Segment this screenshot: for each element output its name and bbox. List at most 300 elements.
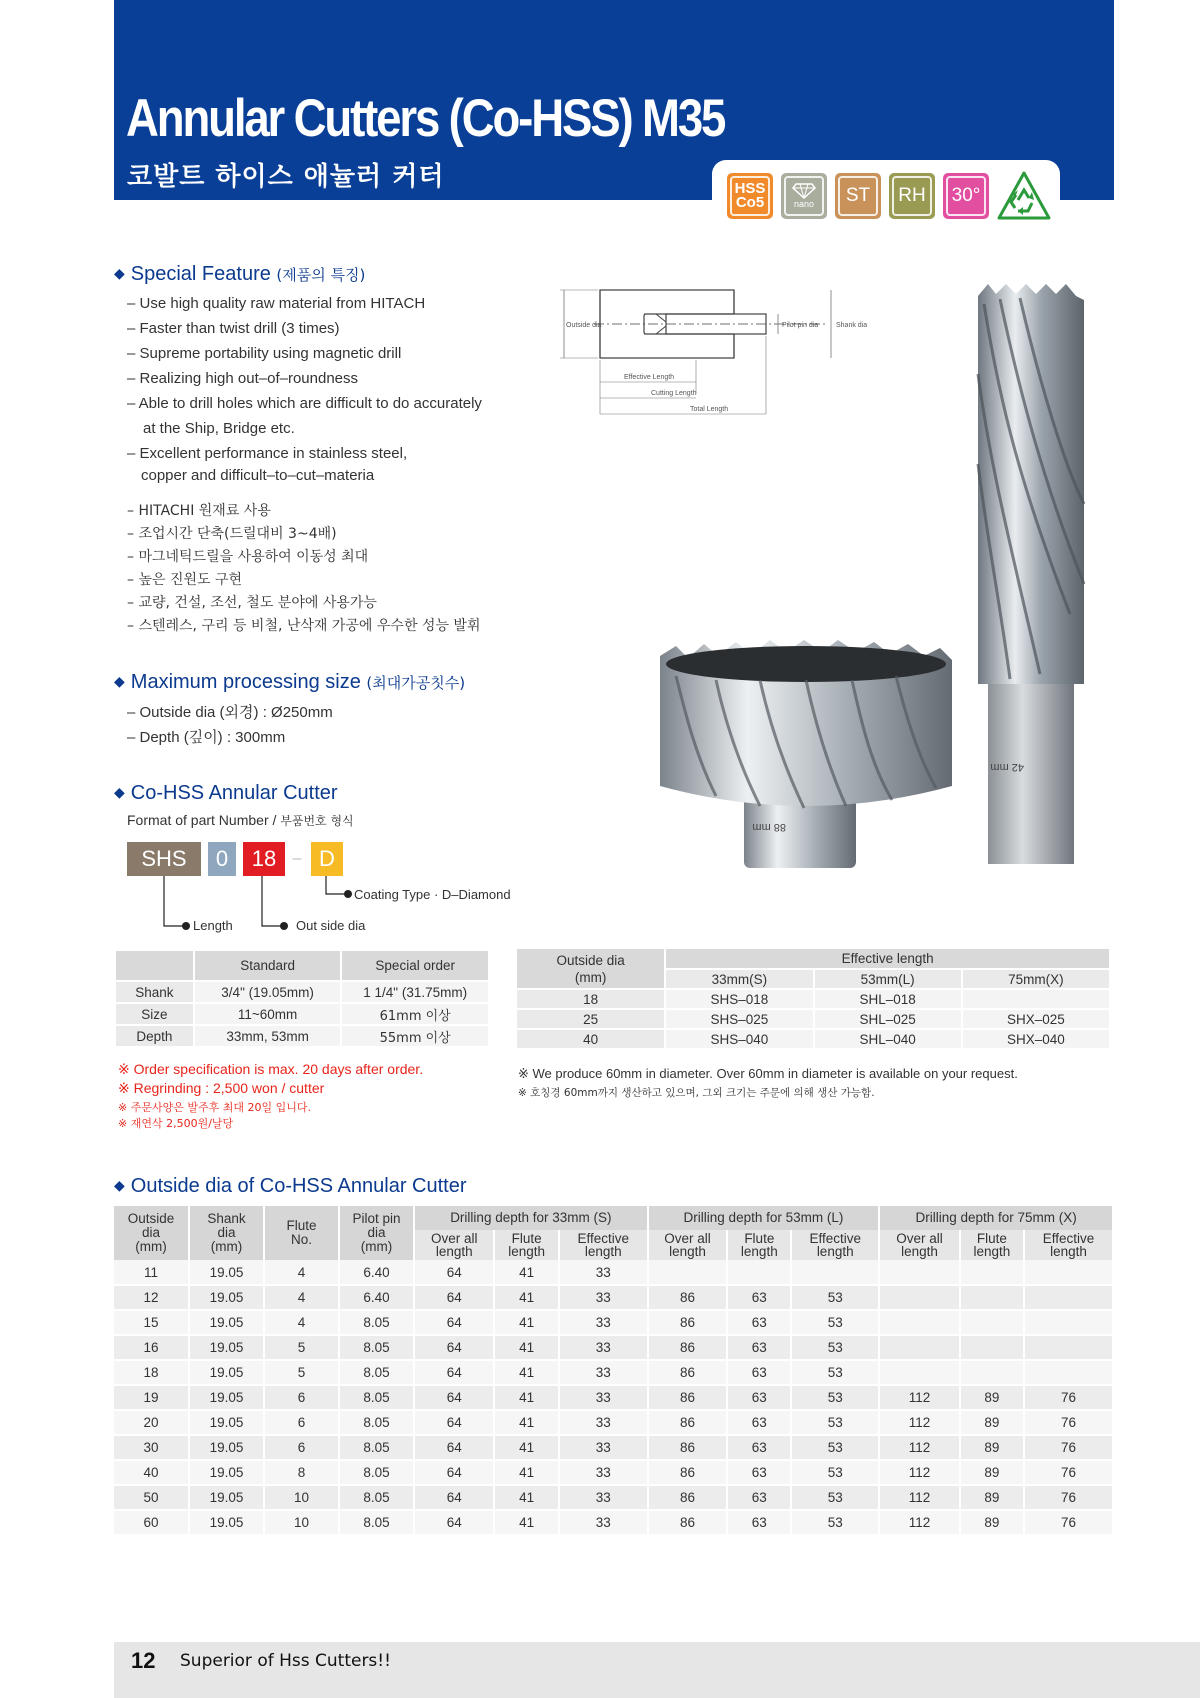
table-cell: 8.05 — [339, 1310, 414, 1335]
table-cell: 40 — [517, 1029, 665, 1049]
header-line: (mm) — [574, 969, 607, 985]
list-item: – 교량, 건설, 조선, 철도 분야에 사용가능 — [127, 595, 377, 611]
header-line: Flute — [976, 1231, 1007, 1246]
header-line: length — [973, 1244, 1011, 1259]
table-cell: 8.05 — [339, 1410, 414, 1435]
list-item: – 조업시간 단축(드릴대비 3~4배) — [127, 526, 337, 542]
table-header — [517, 949, 665, 989]
regrinding-note-kr: ※ 재연삭 2,500원/날당 — [118, 1117, 234, 1130]
table-row — [114, 1410, 1113, 1435]
list-item: – Faster than twist drill (3 times) — [127, 320, 340, 337]
table-cell: 33 — [559, 1410, 648, 1435]
table-cell: 5 — [264, 1360, 339, 1385]
table-header — [189, 1206, 264, 1260]
badge-text: ST — [845, 185, 871, 206]
table-cell: 60 — [114, 1510, 189, 1535]
st-badge — [835, 173, 881, 219]
table-cell: 33 — [559, 1360, 648, 1385]
table-header: Drilling depth for 53mm (L) — [648, 1206, 880, 1230]
table-cell: 76 — [1024, 1435, 1113, 1460]
shank-size-table — [116, 951, 490, 1048]
header-line: dia — [217, 1225, 236, 1240]
table-cell: 89 — [960, 1410, 1024, 1435]
table-cell: 86 — [648, 1435, 728, 1460]
table-cell: 55mm 이상 — [341, 1025, 489, 1047]
table-cell: 10 — [264, 1510, 339, 1535]
table-cell — [960, 1360, 1024, 1385]
table-row — [114, 1510, 1113, 1535]
section-title: Maximum processing size — [130, 671, 361, 693]
header-line: Outside — [127, 1211, 175, 1226]
list-item: – 마그네틱드릴을 사용하여 이동성 최대 — [127, 549, 369, 565]
table-cell — [879, 1310, 959, 1335]
list-item: – Able to drill holes which are difficult to do accurately — [127, 395, 482, 412]
table-row — [114, 1360, 1113, 1385]
table-cell: 53 — [791, 1310, 879, 1335]
table-cell: 64 — [414, 1510, 494, 1535]
table-cell — [727, 1260, 791, 1285]
length-label: Length — [193, 918, 233, 933]
table-cell: 41 — [494, 1510, 558, 1535]
table-cell: 86 — [648, 1285, 728, 1310]
table-cell: 15 — [114, 1310, 189, 1335]
table-header: Standard — [194, 951, 342, 981]
table-cell: 30 — [114, 1435, 189, 1460]
table-cell: 64 — [414, 1260, 494, 1285]
header-line: Over all — [896, 1231, 943, 1246]
page-number: 12 — [131, 1648, 156, 1673]
helix-30-badge — [943, 173, 989, 219]
header-line: Over all — [664, 1231, 711, 1246]
table-cell — [1024, 1360, 1113, 1385]
table-cell: 53 — [791, 1485, 879, 1510]
table-cell: Shank — [116, 981, 194, 1003]
table-cell: 16 — [114, 1335, 189, 1360]
table-cell: 10 — [264, 1485, 339, 1510]
table-row — [517, 1029, 1110, 1049]
header-line: Flute — [286, 1218, 317, 1233]
table-cell — [879, 1360, 959, 1385]
table-cell — [648, 1260, 728, 1285]
table-cell — [1024, 1335, 1113, 1360]
table-cell: 6.40 — [339, 1285, 414, 1310]
hss-co5-badge — [727, 173, 773, 219]
order-note: ※ Order specification is max. 20 days after order. — [118, 1061, 424, 1077]
header-line: length — [669, 1244, 706, 1259]
table-cell: 33 — [559, 1510, 648, 1535]
list-item: – HITACHI 원재료 사용 — [127, 503, 271, 519]
header-line: Outside dia — [556, 952, 625, 968]
list-item: – Outside dia (외경) : Ø250mm — [127, 704, 333, 721]
header-line: Shank — [207, 1211, 246, 1226]
table-cell: 112 — [879, 1510, 959, 1535]
table-cell: 25 — [517, 1009, 665, 1029]
table-cell: 53 — [791, 1385, 879, 1410]
table-cell: 6.40 — [339, 1260, 414, 1285]
effective-length-label: Effective Length — [624, 374, 675, 381]
feature-list-en — [127, 291, 482, 488]
outside-dia-label: Outside dia — [566, 322, 602, 329]
table-cell: 63 — [727, 1285, 791, 1310]
bullet-diamond-icon: ◆ — [114, 265, 125, 281]
table-row — [114, 1460, 1113, 1485]
table-cell: 53 — [791, 1335, 879, 1360]
bullet-diamond-icon: ◆ — [114, 784, 125, 800]
list-item: – 스텐레스, 구리 등 비철, 난삭재 가공에 우수한 성능 발휘 — [127, 618, 481, 634]
table-row — [114, 1310, 1113, 1335]
table-subheader — [879, 1230, 959, 1260]
header-line: No. — [290, 1232, 312, 1247]
header-line: Flute — [744, 1231, 775, 1246]
list-item: – Supreme portability using magnetic drill — [127, 345, 402, 362]
format-label-kr: 부품번호 형식 — [280, 814, 354, 828]
table-cell: 8.05 — [339, 1485, 414, 1510]
table-cell: 86 — [648, 1335, 728, 1360]
table-cell: 76 — [1024, 1460, 1113, 1485]
table-cell: 64 — [414, 1285, 494, 1310]
long-cutter-photo — [960, 284, 1110, 864]
table-cell: 41 — [494, 1385, 558, 1410]
header-line: Effective — [577, 1231, 630, 1246]
cutter-dimension-diagram — [556, 284, 956, 456]
list-item: – 높은 진원도 구현 — [127, 572, 243, 588]
code-dia: 18 — [243, 842, 285, 876]
table-row — [114, 1485, 1113, 1510]
table-cell: 76 — [1024, 1410, 1113, 1435]
table-cell: 19.05 — [189, 1260, 264, 1285]
table-row — [517, 1009, 1110, 1029]
table-cell: 64 — [414, 1310, 494, 1335]
table-cell: 33 — [559, 1460, 648, 1485]
header-line: (mm) — [210, 1239, 243, 1254]
table-cell: 33 — [559, 1485, 648, 1510]
table-cell — [879, 1285, 959, 1310]
table-cell: 1 1/4" (31.75mm) — [341, 981, 489, 1003]
table-cell: 53 — [791, 1435, 879, 1460]
table-subheader — [791, 1230, 879, 1260]
table-cell: 12 — [114, 1285, 189, 1310]
table-header — [339, 1206, 414, 1260]
table-cell: 40 — [114, 1460, 189, 1485]
table-header — [114, 1206, 189, 1260]
table-cell: 41 — [494, 1435, 558, 1460]
table-cell: 4 — [264, 1310, 339, 1335]
table-cell: 64 — [414, 1360, 494, 1385]
table-cell: 20 — [114, 1410, 189, 1435]
nano-diamond-badge — [781, 173, 827, 219]
table-cell: 8.05 — [339, 1510, 414, 1535]
footer-slogan: Superior of Hss Cutters!! — [180, 1651, 391, 1671]
table-row — [517, 989, 1110, 1009]
table-header: 33mm(S) — [665, 969, 813, 989]
regrinding-note: ※ Regrinding : 2,500 won / cutter — [118, 1080, 325, 1096]
table-cell: 5 — [264, 1335, 339, 1360]
table-cell: 89 — [960, 1385, 1024, 1410]
table-cell: Size — [116, 1003, 194, 1025]
table-cell: 64 — [414, 1435, 494, 1460]
table-cell: 18 — [517, 989, 665, 1009]
header-line: Effective — [1042, 1231, 1095, 1246]
table-cell: 41 — [494, 1485, 558, 1510]
section-title: Outside dia of Co-HSS Annular Cutter — [130, 1175, 467, 1197]
table-cell: 8.05 — [339, 1335, 414, 1360]
table-cell: 19.05 — [189, 1510, 264, 1535]
table-subheader — [559, 1230, 648, 1260]
table-row — [116, 981, 489, 1003]
table-cell: 19.05 — [189, 1285, 264, 1310]
total-length-label: Total Length — [690, 406, 729, 413]
table-cell: 4 — [264, 1285, 339, 1310]
table-cell: 33 — [559, 1285, 648, 1310]
table-row — [114, 1435, 1113, 1460]
table-cell: 41 — [494, 1460, 558, 1485]
code-length: 0 — [208, 842, 236, 876]
list-item: – Excellent performance in stainless steel, — [127, 445, 408, 462]
recycle-triangle-icon — [996, 170, 1052, 222]
table-subheader — [727, 1230, 791, 1260]
table-cell: 64 — [414, 1385, 494, 1410]
table-cell: 8.05 — [339, 1460, 414, 1485]
list-item: – Depth (깊이) : 300mm — [127, 729, 286, 746]
table-cell: 76 — [1024, 1510, 1113, 1535]
table-cell — [960, 1335, 1024, 1360]
table-cell: 19 — [114, 1385, 189, 1410]
table-cell: 86 — [648, 1310, 728, 1335]
table-cell: 89 — [960, 1460, 1024, 1485]
table-cell: 53 — [791, 1510, 879, 1535]
table-cell: 63 — [727, 1360, 791, 1385]
table-cell: 89 — [960, 1485, 1024, 1510]
rh-badge — [889, 173, 935, 219]
table-cell: 63 — [727, 1310, 791, 1335]
table-cell: 63 — [727, 1460, 791, 1485]
table-cell: 41 — [494, 1410, 558, 1435]
table-cell: 6 — [264, 1435, 339, 1460]
table-header-row — [517, 949, 1110, 969]
table-cell: 63 — [727, 1510, 791, 1535]
table-row — [116, 1003, 489, 1025]
table-cell: 33 — [559, 1435, 648, 1460]
table-cell: 33mm, 53mm — [194, 1025, 342, 1047]
shank-dia-label: Shank dia — [836, 322, 868, 329]
table-cell — [1024, 1310, 1113, 1335]
table-cell — [791, 1260, 879, 1285]
cutting-length-label: Cutting Length — [651, 390, 697, 397]
table-header: Drilling depth for 75mm (X) — [879, 1206, 1113, 1230]
section-title: Special Feature — [130, 263, 271, 285]
table-cell — [960, 1260, 1024, 1285]
list-item: at the Ship, Bridge etc. — [143, 420, 295, 437]
table-cell: 63 — [727, 1335, 791, 1360]
feature-list-kr — [127, 500, 480, 638]
format-label-en: Format of part Number / — [127, 812, 277, 828]
header-line: dia — [367, 1225, 386, 1240]
header-line: Effective — [809, 1231, 861, 1246]
code-series: SHS — [127, 842, 201, 876]
section-part-number — [114, 782, 338, 805]
table-subheader — [648, 1230, 728, 1260]
table-row — [114, 1385, 1113, 1410]
table-cell: 11 — [114, 1260, 189, 1285]
table-cell: 19.05 — [189, 1310, 264, 1335]
size-marking: 88 mm — [752, 821, 786, 833]
table-cell: 64 — [414, 1485, 494, 1510]
table-header: 75mm(X) — [962, 969, 1110, 989]
table-header-row — [114, 1206, 1113, 1230]
table-cell: 86 — [648, 1460, 728, 1485]
header-line: (mm) — [135, 1239, 167, 1254]
badge-text: 30° — [951, 185, 981, 206]
header-line: dia — [141, 1225, 160, 1240]
table-cell — [879, 1260, 959, 1285]
table-cell: 41 — [494, 1310, 558, 1335]
header-line: length — [816, 1244, 854, 1259]
table-row — [114, 1285, 1113, 1310]
table-header-row — [116, 951, 489, 981]
table-cell: 86 — [648, 1485, 728, 1510]
table-header — [264, 1206, 339, 1260]
table-cell: 8.05 — [339, 1385, 414, 1410]
header-line: length — [584, 1244, 622, 1259]
effective-length-table — [517, 949, 1111, 1050]
table-cell — [879, 1335, 959, 1360]
table-cell — [1024, 1285, 1113, 1310]
table-cell: 33 — [559, 1260, 648, 1285]
table-cell: 33 — [559, 1310, 648, 1335]
table-cell: 19.05 — [189, 1485, 264, 1510]
header-line: length — [901, 1244, 938, 1259]
table-cell: 41 — [494, 1335, 558, 1360]
table-cell: Depth — [116, 1025, 194, 1047]
table-subheader — [1024, 1230, 1113, 1260]
badge-text: Co5 — [735, 194, 765, 211]
table-header: 53mm(L) — [814, 969, 962, 989]
page-subtitle: 코발트 하이스 애뉼러 커터 — [127, 162, 445, 192]
table-cell: 53 — [791, 1360, 879, 1385]
table-cell: 61mm 이상 — [341, 1003, 489, 1025]
table-subheader — [414, 1230, 494, 1260]
table-cell: 86 — [648, 1385, 728, 1410]
table-cell: SHS–025 — [665, 1009, 813, 1029]
table-cell: 63 — [727, 1410, 791, 1435]
header-line: Over all — [430, 1231, 478, 1246]
table-cell: 53 — [791, 1460, 879, 1485]
table-cell: 86 — [648, 1510, 728, 1535]
table-cell: 64 — [414, 1335, 494, 1360]
list-item: – Use high quality raw material from HITACH — [127, 295, 426, 312]
table-row — [114, 1260, 1113, 1285]
part-format-label — [127, 812, 354, 829]
table-cell: 112 — [879, 1460, 959, 1485]
table-row — [114, 1335, 1113, 1360]
table-cell: 8.05 — [339, 1360, 414, 1385]
list-item: – Realizing high out–of–roundness — [127, 370, 358, 387]
table-cell: 19.05 — [189, 1435, 264, 1460]
table-header: Drilling depth for 33mm (S) — [414, 1206, 648, 1230]
header-line: length — [1050, 1244, 1087, 1259]
section-outside-dia — [114, 1175, 467, 1198]
table-cell: 19.05 — [189, 1360, 264, 1385]
table-cell: 3/4" (19.05mm) — [194, 981, 342, 1003]
table-cell: 86 — [648, 1410, 728, 1435]
table-cell: 112 — [879, 1410, 959, 1435]
table-cell: SHS–018 — [665, 989, 813, 1009]
table-cell: 19.05 — [189, 1460, 264, 1485]
table-cell: 112 — [879, 1485, 959, 1510]
header-line: (mm) — [360, 1239, 393, 1254]
table-cell: 112 — [879, 1385, 959, 1410]
table-cell: 64 — [414, 1410, 494, 1435]
table-row — [116, 1025, 489, 1047]
page-title: Annular Cutters (Co-HSS) M35 — [126, 89, 725, 148]
table-cell: 6 — [264, 1410, 339, 1435]
section-title-kr: (제품의 특징) — [276, 266, 366, 284]
production-note-kr: ※ 호칭경 60mm까지 생산하고 있으며, 그외 크기는 주문에 의해 생산 가능함. — [518, 1087, 875, 1099]
outside-dia-label: Out side dia — [296, 918, 366, 933]
table-cell: 53 — [791, 1285, 879, 1310]
table-cell — [960, 1285, 1024, 1310]
diamond-icon — [792, 183, 816, 199]
section-title: Co-HSS Annular Cutter — [130, 782, 338, 804]
table-cell: 89 — [960, 1510, 1024, 1535]
pilot-pin-dia-label: Pilot pin dia — [782, 322, 819, 329]
table-subheader — [494, 1230, 558, 1260]
table-cell — [960, 1310, 1024, 1335]
table-cell: 86 — [648, 1360, 728, 1385]
outside-dia-table — [114, 1206, 1114, 1536]
table-cell: 41 — [494, 1260, 558, 1285]
badge-text: HSS — [734, 180, 766, 197]
table-cell: 64 — [414, 1460, 494, 1485]
table-header: Special order — [341, 951, 489, 981]
table-cell: 89 — [960, 1435, 1024, 1460]
table-cell: 11~60mm — [194, 1003, 342, 1025]
table-cell: SHS–040 — [665, 1029, 813, 1049]
badge-text: nano — [793, 199, 815, 209]
bullet-diamond-icon: ◆ — [114, 1177, 125, 1193]
table-cell: 50 — [114, 1485, 189, 1510]
table-cell: 19.05 — [189, 1385, 264, 1410]
table-cell: 76 — [1024, 1385, 1113, 1410]
table-cell: 63 — [727, 1385, 791, 1410]
short-cutter-photo — [656, 636, 956, 872]
list-item: copper and difficult–to–cut–materia — [141, 467, 375, 484]
table-cell — [962, 989, 1110, 1009]
size-marking: 42 mm — [990, 761, 1024, 773]
table-cell: SHX–025 — [962, 1009, 1110, 1029]
table-cell: 41 — [494, 1285, 558, 1310]
table-cell: 8.05 — [339, 1435, 414, 1460]
header-line: Pilot pin — [352, 1211, 401, 1226]
table-cell: 63 — [727, 1485, 791, 1510]
table-cell: 19.05 — [189, 1335, 264, 1360]
table-cell: SHL–018 — [814, 989, 962, 1009]
table-cell: SHL–040 — [814, 1029, 962, 1049]
table-body — [114, 1260, 1113, 1535]
badge-text: RH — [898, 185, 926, 206]
section-title-kr: (최대가공칫수) — [366, 674, 466, 692]
table-cell: 41 — [494, 1360, 558, 1385]
max-size-list — [127, 700, 333, 750]
production-note: ※ We produce 60mm in diameter. Over 60mm in diameter is available on your request. — [518, 1066, 1018, 1081]
header-line: length — [740, 1244, 778, 1259]
bullet-diamond-icon: ◆ — [114, 673, 125, 689]
table-cell: 8 — [264, 1460, 339, 1485]
table-cell — [1024, 1260, 1113, 1285]
table-cell: 4 — [264, 1260, 339, 1285]
code-dash: – — [292, 850, 302, 867]
table-cell: 18 — [114, 1360, 189, 1385]
